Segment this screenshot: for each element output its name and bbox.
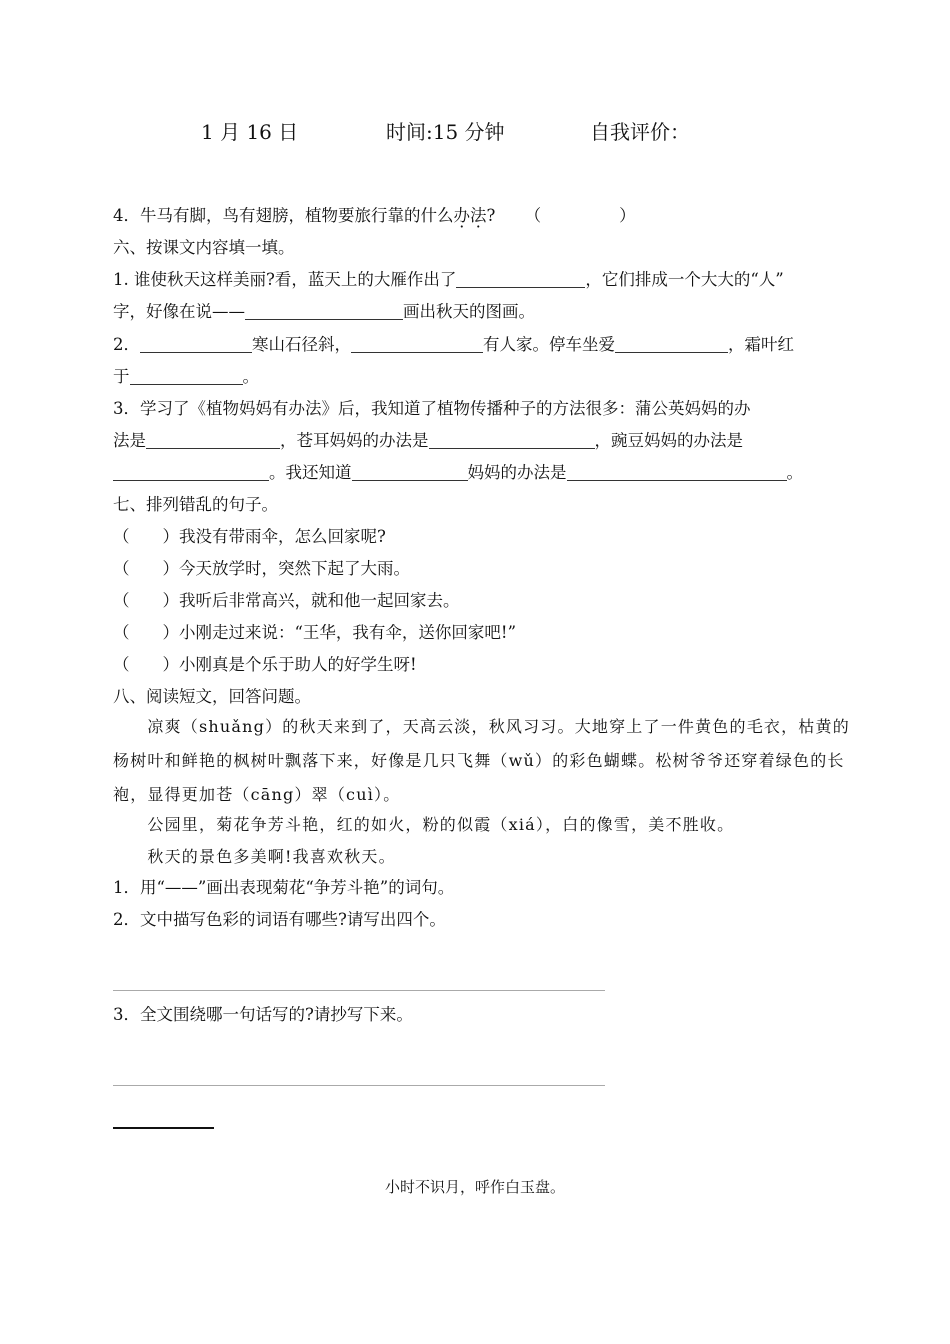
s8-q3: 3．全文围绕哪一句话写的?请抄写下来。 [113, 1005, 413, 1024]
fill-blank[interactable] [245, 301, 403, 320]
s7-item: （ ）我听后非常高兴，就和他一起回家去。 [113, 591, 460, 610]
s7-item: （ ）小刚真是个乐于助人的好学生呀! [113, 655, 417, 674]
s6-q3-line2: 法是 ，苍耳妈妈的办法是 ，豌豆妈妈的办法是 [113, 431, 743, 450]
section-6-title: 六、按课文内容填一填。 [113, 238, 295, 257]
footnote-separator [113, 1127, 214, 1129]
order-paren[interactable]: （ ） [113, 655, 179, 674]
section-7-title: 七、排列错乱的句子。 [113, 495, 278, 514]
fill-blank[interactable] [113, 462, 269, 481]
fill-blank[interactable] [615, 334, 728, 353]
fill-blank[interactable] [351, 334, 483, 353]
s6-q3-line1: 3．学习了《植物妈妈有办法》后，我知道了植物传播种子的方法很多：蒲公英妈妈的办 [113, 399, 751, 418]
emphasis-char: 办 [453, 206, 470, 225]
fill-blank[interactable] [146, 430, 280, 449]
footer-quote: 小时不识月，呼作白玉盘。 [384, 1178, 565, 1196]
emphasis-char: 法 [470, 206, 487, 225]
s6-q3-line3: 。我还知道 妈妈的办法是 。 [113, 461, 803, 485]
fill-blank[interactable] [130, 366, 243, 385]
s7-item: （ ）小刚走过来说：“王华，我有伞，送你回家吧!” [113, 623, 517, 642]
answer-line[interactable] [113, 1085, 605, 1086]
fill-blank[interactable] [456, 269, 585, 288]
fill-blank[interactable] [352, 462, 468, 481]
section-8-title: 八、阅读短文，回答问题。 [113, 687, 311, 706]
reading-paragraph-2: 公园里，菊花争芳斗艳，红的如火，粉的似霞（xiá），白的像雪，美不胜收。 [113, 815, 735, 834]
header-self-eval: 自我评价： [590, 120, 690, 144]
header-time: 时间:15 分钟 [386, 120, 505, 144]
header [0, 116, 950, 146]
reading-paragraph-3: 秋天的景色多美啊!我喜欢秋天。 [113, 847, 396, 866]
s7-item: （ ）我没有带雨伞，怎么回家呢? [113, 527, 386, 546]
reading-paragraph-1: 凉爽（shuǎng）的秋天来到了，天高云淡，秋风习习。大地穿上了一件黄色的毛衣，枯黄的杨树叶和鲜艳的枫树叶飘落下来，好像是几只飞舞（wǔ）的彩色蝴蝶。松树爷爷还穿着绿色的长袍，显得更加苍（cāng）翠（cuì）。 [113, 717, 850, 804]
fill-blank[interactable] [140, 334, 252, 353]
order-paren[interactable]: （ ） [113, 527, 179, 546]
header-date: 1 月 16 日 [201, 120, 299, 144]
s8-q1: 1．用“——”画出表现菊花“争芳斗艳”的词句。 [113, 878, 455, 897]
s7-item: （ ）今天放学时，突然下起了大雨。 [113, 559, 410, 578]
order-paren[interactable]: （ ） [113, 591, 179, 610]
s6-q2-line2: 于 。 [113, 367, 259, 386]
s6-q1-line1: 1. 谁使秋天这样美丽?看，蓝天上的大雁作出了 ，它们排成一个大大的“人” [113, 270, 784, 289]
fill-blank[interactable] [429, 430, 595, 449]
s8-q2: 2．文中描写色彩的词语有哪些?请写出四个。 [113, 910, 446, 929]
fill-blank[interactable] [567, 462, 787, 481]
question-4: 4．牛马有脚，鸟有翅膀，植物要旅行靠的什么办法? （ ） [113, 206, 636, 225]
s6-q1-line2: 字，好像在说—— 画出秋天的图画。 [113, 302, 535, 321]
order-paren[interactable]: （ ） [113, 623, 179, 642]
order-paren[interactable]: （ ） [113, 559, 179, 578]
s6-q2-line1: 2． 寒山石径斜， 有人家。停车坐爱 ，霜叶红 [113, 335, 794, 354]
answer-line[interactable] [113, 990, 605, 991]
